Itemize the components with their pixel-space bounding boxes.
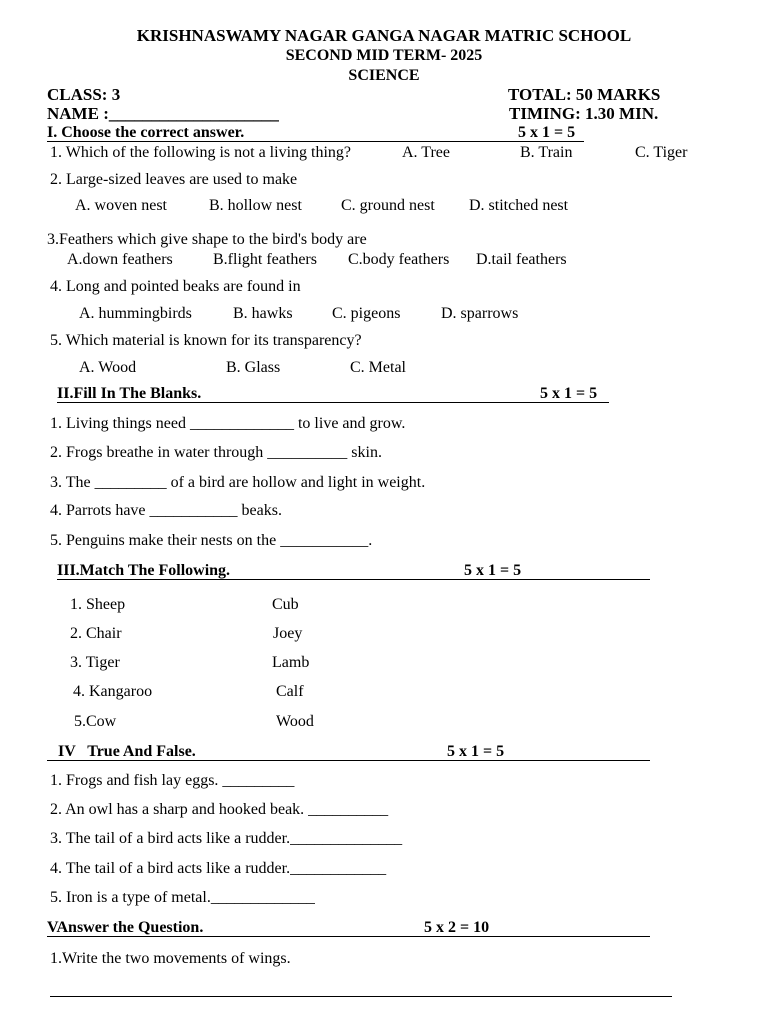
name-field: NAME :____________________ — [47, 104, 279, 123]
match-left-item: 3. Tiger — [70, 654, 120, 671]
q5-option-a: A. Wood — [79, 359, 137, 376]
true-false-item: 3. The tail of a bird acts like a rudder.______________ — [50, 830, 403, 847]
q5-text: 5. Which material is known for its transparency? — [50, 332, 362, 349]
q2-text: 2. Large-sized leaves are used to make — [50, 171, 298, 188]
q4-option-a: A. hummingbirds — [79, 305, 192, 322]
q3-option-a: A.down feathers — [67, 251, 173, 268]
section3-title: III.Match The Following. — [57, 562, 231, 579]
fill-blank-item: 4. Parrots have ___________ beaks. — [50, 502, 282, 519]
answer-line — [50, 996, 672, 997]
match-right-item: Lamb — [272, 654, 310, 671]
q1-option-b: B. Train — [520, 144, 573, 161]
match-left-item: 4. Kangaroo — [73, 683, 153, 700]
section2-marks: 5 x 1 = 5 — [540, 385, 598, 402]
q5-option-b: B. Glass — [226, 359, 281, 376]
q2-option-a: A. woven nest — [75, 197, 167, 214]
section4-title: IV True And False. — [58, 743, 196, 760]
total-marks: TOTAL: 50 MARKS — [508, 85, 661, 104]
class-label: CLASS: 3 — [47, 85, 121, 104]
match-right-item: Cub — [272, 596, 299, 613]
section2-underline — [57, 402, 609, 403]
section3-underline — [57, 579, 650, 580]
q1-text: 1. Which of the following is not a living thing? — [50, 144, 351, 161]
q1-option-c: C. Tiger — [635, 144, 688, 161]
exam-title: SECOND MID TERM- 2025 — [285, 47, 483, 64]
true-false-item: 2. An owl has a sharp and hooked beak. __________ — [50, 801, 389, 818]
q2-option-d: D. stitched nest — [469, 197, 569, 214]
q4-option-c: C. pigeons — [332, 305, 401, 322]
q3-option-c: C.body feathers — [348, 251, 450, 268]
q4-option-d: D. sparrows — [441, 305, 519, 322]
true-false-item: 4. The tail of a bird acts like a rudder.____________ — [50, 860, 387, 877]
fill-blank-item: 2. Frogs breathe in water through __________ skin. — [50, 444, 382, 461]
section5-underline — [47, 936, 650, 937]
q3-option-d: D.tail feathers — [476, 251, 567, 268]
match-left-item: 5.Cow — [74, 713, 117, 730]
section1-marks: 5 x 1 = 5 — [518, 124, 576, 141]
section1-title: I. Choose the correct answer. — [47, 124, 245, 141]
section4-underline — [47, 760, 650, 761]
fill-blank-item: 1. Living things need _____________ to live and grow. — [50, 415, 406, 432]
match-right-item: Calf — [276, 683, 304, 700]
q4-option-b: B. hawks — [233, 305, 293, 322]
section1-underline — [47, 141, 584, 142]
q4-text: 4. Long and pointed beaks are found in — [50, 278, 301, 295]
fill-blank-item: 3. The _________ of a bird are hollow and light in weight. — [50, 474, 426, 491]
q1-option-a: A. Tree — [402, 144, 451, 161]
section3-marks: 5 x 1 = 5 — [464, 562, 522, 579]
answer-question-1: 1.Write the two movements of wings. — [50, 950, 291, 967]
match-left-item: 2. Chair — [70, 625, 122, 642]
q3-option-b: B.flight feathers — [213, 251, 317, 268]
q2-option-c: C. ground nest — [341, 197, 435, 214]
school-name: KRISHNASWAMY NAGAR GANGA NAGAR MATRIC SCHOOL — [136, 26, 632, 45]
q2-option-b: B. hollow nest — [209, 197, 302, 214]
match-right-item: Wood — [276, 713, 314, 730]
fill-blank-item: 5. Penguins make their nests on the ___________. — [50, 532, 373, 549]
match-left-item: 1. Sheep — [70, 596, 126, 613]
section5-title: VAnswer the Question. — [47, 919, 204, 936]
q3-text: 3.Feathers which give shape to the bird's body are — [47, 231, 367, 248]
section4-marks: 5 x 1 = 5 — [447, 743, 505, 760]
true-false-item: 1. Frogs and fish lay eggs. _________ — [50, 772, 295, 789]
q5-option-c: C. Metal — [350, 359, 406, 376]
match-right-item: Joey — [273, 625, 303, 642]
section2-title: II.Fill In The Blanks. — [57, 385, 202, 402]
subject-title: SCIENCE — [348, 67, 420, 84]
timing-label: TIMING: 1.30 MIN. — [509, 104, 659, 123]
section5-marks: 5 x 2 = 10 — [424, 919, 490, 936]
true-false-item: 5. Iron is a type of metal._____________ — [50, 889, 315, 906]
